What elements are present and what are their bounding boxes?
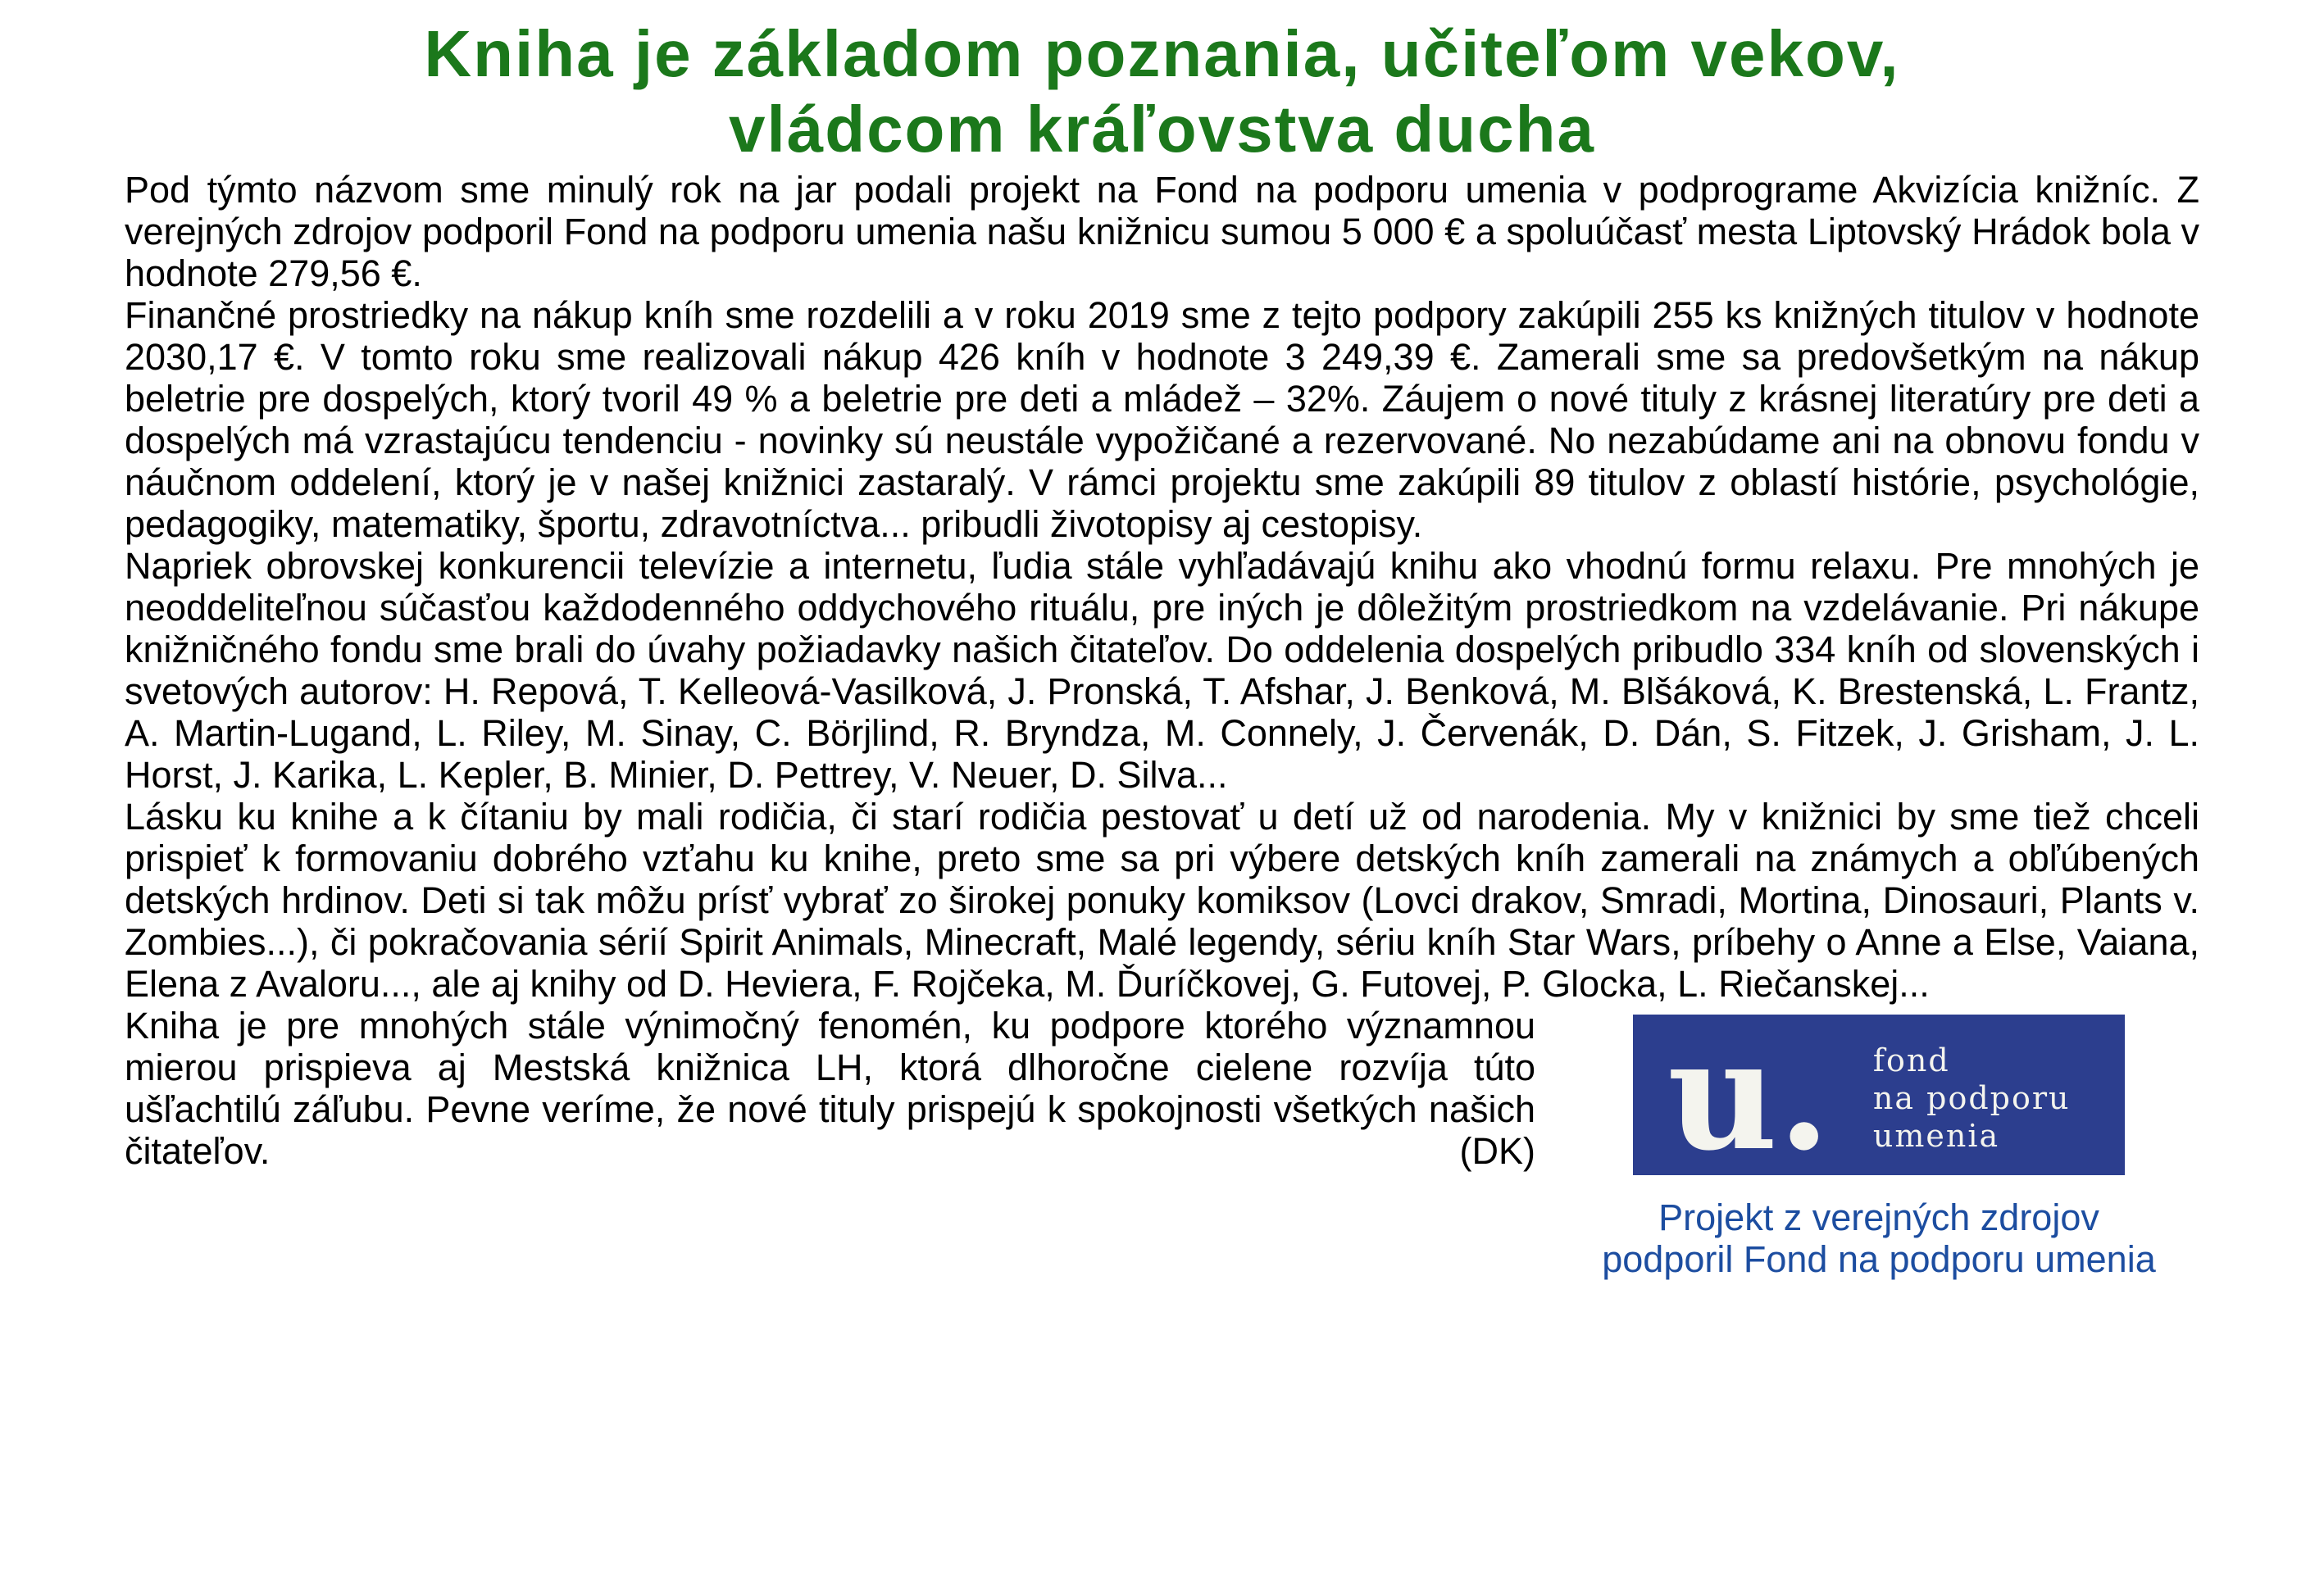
paragraph-children-books: Lásku ku knihe a k čítaniu by mali rodičia, či starí rodičia pestovať u detí už od narodenia. My v knižnici by sme tiež chceli prispieť k formovaniu dobrého vzťahu ku knihe, preto sme sa pri výbere detských kníh zamerali na známych a obľúbených detských hrdinov. Deti si tak môžu prísť vybrať zo širokej ponuky komiksov (Lovci drakov, Smradi, Mortina, Dinosauri, Plants v. Zombies...), či pokračovania sérií Spirit Animals, Minecraft, Malé legendy, sériu kníh Star Wars, príbehy o Anne a Else, Vaiana, Elena z Avaloru..., ale aj knihy od D. Heviera, F. Rojčeka, M. Ďuríčkovej, G. Futovej, P. Glocka, L. Riečanskej... xyxy=(125,796,2199,1005)
paragraph-funding: Pod týmto názvom sme minulý rok na jar podali projekt na Fond na podporu umenia v podprograme Akvizícia knižníc. Z verejných zdrojov podporil Fond na podporu umenia našu knižnicu sumou 5 000 € a spoluúčasť mesta Liptovský Hrádok bola v hodnote 279,56 €. xyxy=(125,169,2199,294)
fpu-wordmark-line-2: na podporu xyxy=(1872,1080,2071,1116)
fpu-u-mark-icon: u. xyxy=(1667,1015,1831,1175)
byline: (DK) xyxy=(1459,1130,1535,1172)
paragraph-purchases: Finančné prostriedky na nákup kníh sme rozdelili a v roku 2019 sme z tejto podpory zakúpili 255 ks knižných titulov v hodnote 2030,17 €. V tomto roku sme realizovali nákup 426 kníh v hodnote 3 249,39 €. Zamerali sme sa predovšetkým na nákup beletrie pre dospelých, ktorý tvoril 49 % a beletrie pre deti a mládež – 32%. Záujem o nové tituly z krásnej literatúry pre deti a dospelých má vzrastajúcu tendenciu - novinky sú neustále vypožičané a rezervované. No nezabúdame ani na obnovu fondu v náučnom oddelení, ktorý je v našej knižnici zastaralý. V rámci projektu sme zakúpili 89 titulov z oblastí histórie, psychológie, pedagogiky, matematiky, športu, zdravotníctva... pribudli životopisy aj cestopisy. xyxy=(125,294,2199,545)
fpu-caption xyxy=(1558,1196,2199,1280)
page-title xyxy=(125,16,2199,167)
paragraph-closing-text: Kniha je pre mnohých stále výnimočný fenomén, ku podpore ktorého významnou mierou prispieva aj Mestská knižnica LH, ktorá dlhoročne cielene rozvíja túto ušľachtilú záľubu. Pevne veríme, že nové tituly prispejú k spokojnosti všetkých našich čitateľov. xyxy=(125,1005,1535,1172)
article-body xyxy=(125,169,2199,1280)
fpu-wordmark-line-3: umenia xyxy=(1872,1118,2000,1154)
fpu-wordmark xyxy=(1873,1042,2071,1155)
title-line-2: vládcom kráľovstva ducha xyxy=(728,93,1596,166)
paragraph-adult-books: Napriek obrovskej konkurencii televízie a internetu, ľudia stále vyhľadávajú knihu ako vhodnú formu relaxu. Pre mnohých je neoddeliteľnou súčasťou každodenného oddychového rituálu, pre iných je dôležitým prostriedkom na vzdelávanie. Pri nákupe knižničného fondu sme brali do úvahy požiadavky našich čitateľov. Do oddelenia dospelých pribudlo 334 kníh od slovenských i svetových autorov: H. Repová, T. Kelleová-Vasilková, J. Pronská, T. Afshar, J. Benková, M. Blšáková, K. Brestenská, L. Frantz, A. Martin-Lugand, L. Riley, M. Sinay, C. Börjlind, R. Bryndza, M. Connely, J. Červenák, D. Dán, S. Fitzek, J. Grisham, J. L. Horst, J. Karika, L. Kepler, B. Minier, D. Pettrey, V. Neuer, D. Silva... xyxy=(125,545,2199,796)
fpu-logo-block xyxy=(1558,1015,2199,1280)
fpu-logo xyxy=(1633,1015,2125,1175)
fpu-caption-line-1: Projekt z verejných zdrojov xyxy=(1658,1196,2099,1238)
fpu-wordmark-line-1: fond xyxy=(1872,1042,1950,1078)
title-line-1: Kniha je základom poznania, učiteľom vekov, xyxy=(424,17,1900,90)
paragraph-closing-container xyxy=(125,1005,2199,1280)
fpu-caption-line-2: podporil Fond na podporu umenia xyxy=(1602,1238,2156,1280)
